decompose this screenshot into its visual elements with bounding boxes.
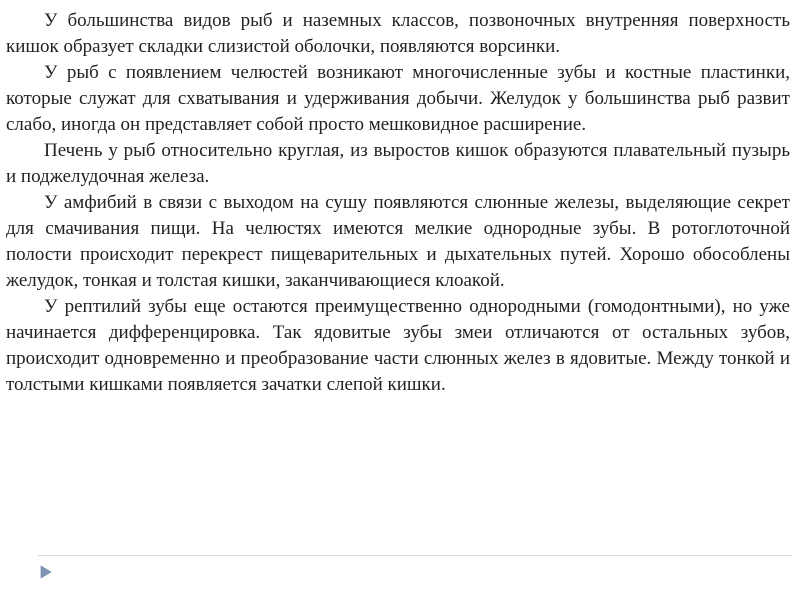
paragraph-amphibians: У амфибий в связи с выходом на сушу появляются слюнные железы, выделяющие секрет для смачивания пищи. На челюстях имеются мелкие однородные зубы. В ротоглоточной полости происходит перекрест пищеварительных и дыхательных путей. Хорошо обособлены желудок, тонкая и толстая кишки, заканчивающиеся клоакой. <box>6 192 790 291</box>
paragraph-fish-mammals-intestine: У большинства видов рыб и наземных классов, позвоночных внутренняя поверхность кишок образует складки слизистой оболочки, появляются ворсинки. <box>6 10 790 57</box>
body-text <box>6 8 790 398</box>
paragraph-fish-liver: Печень у рыб относительно круглая, из выростов кишок образуются плавательный пузырь и поджелудочная железа. <box>6 140 790 187</box>
triangle-right-icon[interactable] <box>40 565 52 579</box>
paragraph-fish-jaws: У рыб с появлением челюстей возникают многочисленные зубы и костные пластинки, которые служат для схватывания и удерживания добычи. Желудок у большинства рыб развит слабо, иногда он представляет собой просто мешковидное расширение. <box>6 62 790 135</box>
paragraph-reptiles: У рептилий зубы еще остаются преимущественно однородными (гомодонтными), но уже начинается дифференцировка. Так ядовитые зубы змеи отличаются от остальных зубов, происходит одновременно и преобразование части слюнных желез в ядовитые. Между тонкой и толстыми кишками появляется зачатки слепой кишки. <box>6 296 790 395</box>
footer-divider <box>38 555 792 556</box>
